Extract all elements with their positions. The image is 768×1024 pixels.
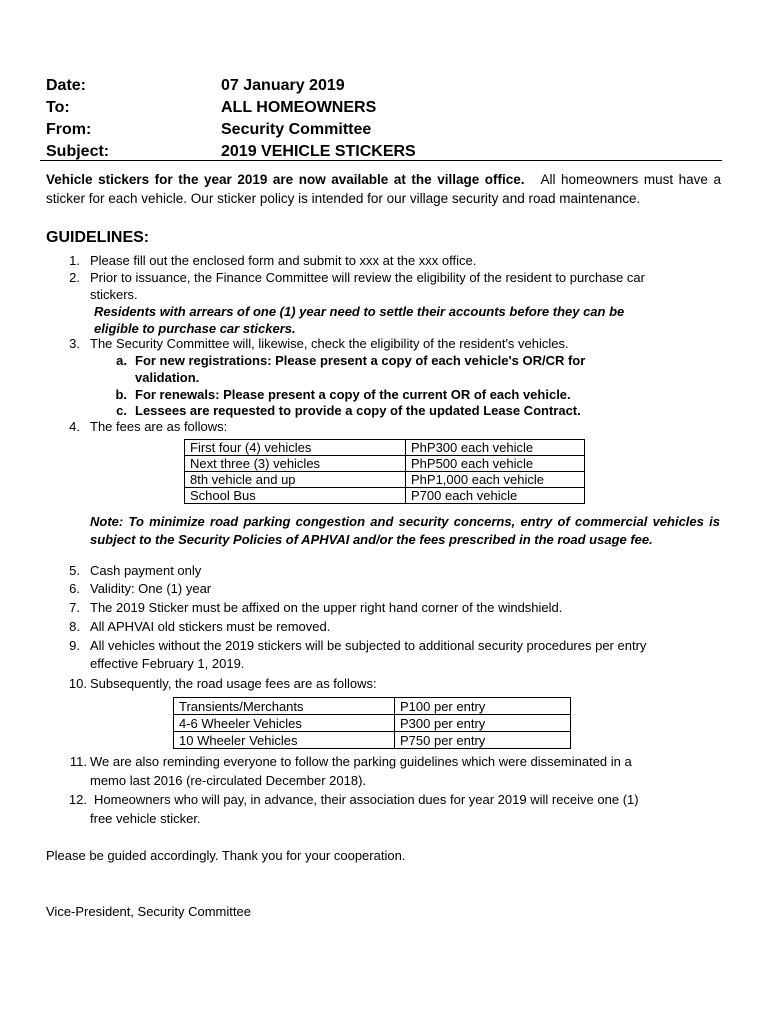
table-cell: Next three (3) vehicles [185,456,406,472]
item-text: We are also reminding everyone to follow the parking guidelines which were disseminated in a [90,754,632,769]
commercial-vehicle-note: Note: To minimize road parking congestion and security concerns, entry of commercial vehicles is subject to the Security Policies of APHVAI and/or the fees prescribed in the road usage fee. [90,514,720,547]
to-value: ALL HOMEOWNERS [221,99,377,116]
item-number: 2. [69,270,80,285]
arrears-note: Residents with arrears of one (1) year need to settle their accounts before they can be [94,304,625,319]
table-row [185,440,585,456]
item-text: The fees are as follows: [90,419,228,434]
table-cell: 10 Wheeler Vehicles [174,732,395,749]
table-cell: PhP300 each vehicle [406,440,585,456]
item-number: 8. [69,619,80,634]
arrears-note-continued: eligible to purchase car stickers. [94,321,296,336]
item-text: Homeowners who will pay, in advance, their association dues for year 2019 will receive one (1) [94,792,639,807]
item-text-continued: memo last 2016 (re-circulated December 2018). [90,773,367,788]
sticker-fee-table [184,439,585,504]
item-text: Cash payment only [90,563,202,578]
sub-item-letter: a. [116,353,127,368]
table-cell: 8th vehicle and up [185,472,406,488]
item-text-continued: free vehicle sticker. [90,811,201,826]
table-cell: PhP500 each vehicle [406,456,585,472]
item-number: 4. [69,419,80,434]
sub-item-text-continued: validation. [135,370,200,385]
intro-paragraph [46,170,721,208]
table-row [174,698,571,715]
item-number: 3. [69,336,80,351]
item-text: Validity: One (1) year [90,581,212,596]
table-row [185,472,585,488]
table-cell: 4-6 Wheeler Vehicles [174,715,395,732]
date-label: Date: [46,77,87,94]
item-number: 7. [69,600,80,615]
item-number: 11. [69,754,87,769]
guidelines-heading: GUIDELINES: [46,229,150,246]
sub-item-letter: c. [116,403,127,418]
from-label: From: [46,121,92,138]
subject-value: 2019 VEHICLE STICKERS [221,143,416,160]
item-text: All vehicles without the 2019 stickers will be subjected to additional security procedures per entry [90,638,647,653]
sub-item-text: For new registrations: Please present a copy of each vehicle's OR/CR for [135,353,586,368]
table-cell: Transients/Merchants [174,698,395,715]
item-text-continued: stickers. [90,287,138,302]
item-number: 5. [69,563,80,578]
sub-item-letter: b. [115,387,127,402]
table-cell: P100 per entry [395,698,571,715]
item-number: 1. [69,253,80,268]
table-cell: P750 per entry [395,732,571,749]
table-row [185,456,585,472]
item-text: All APHVAI old stickers must be removed. [90,619,331,634]
to-label: To: [46,99,70,116]
closing-text: Please be guided accordingly. Thank you for your cooperation. [46,848,406,863]
item-number: 6. [69,581,80,596]
item-number: 10. [68,676,87,691]
signature-line: Vice-President, Security Committee [46,904,251,919]
table-row [174,715,571,732]
sub-item-text: For renewals: Please present a copy of the current OR of each vehicle. [135,387,571,402]
item-number: 9. [69,638,80,653]
date-value: 07 January 2019 [221,77,345,94]
table-row [185,488,585,504]
item-number: 12. [68,792,87,807]
from-value: Security Committee [221,121,372,138]
road-usage-fee-table [173,697,571,749]
item-text: Please fill out the enclosed form and submit to xxx at the xxx office. [90,253,477,268]
table-cell: P300 per entry [395,715,571,732]
intro-bold-text: Vehicle stickers for the year 2019 are now available at the village office. [46,172,525,187]
item-text: The 2019 Sticker must be affixed on the upper right hand corner of the windshield. [90,600,563,615]
item-text-continued: effective February 1, 2019. [90,656,245,671]
header-divider [40,160,722,161]
table-cell: School Bus [185,488,406,504]
table-cell: P700 each vehicle [406,488,585,504]
table-cell: PhP1,000 each vehicle [406,472,585,488]
table-cell: First four (4) vehicles [185,440,406,456]
item-text: The Security Committee will, likewise, check the eligibility of the resident's vehicles. [90,336,569,351]
sub-item-text: Lessees are requested to provide a copy of the updated Lease Contract. [135,403,581,418]
intro-text: All homeowners must have a sticker for each vehicle. Our sticker policy is intended for our village security and road maintenance. [46,172,721,206]
table-row [174,732,571,749]
item-text: Subsequently, the road usage fees are as follows: [90,676,377,691]
subject-label: Subject: [46,143,110,160]
item-text: Prior to issuance, the Finance Committee will review the eligibility of the resident to purchase car [90,270,645,285]
